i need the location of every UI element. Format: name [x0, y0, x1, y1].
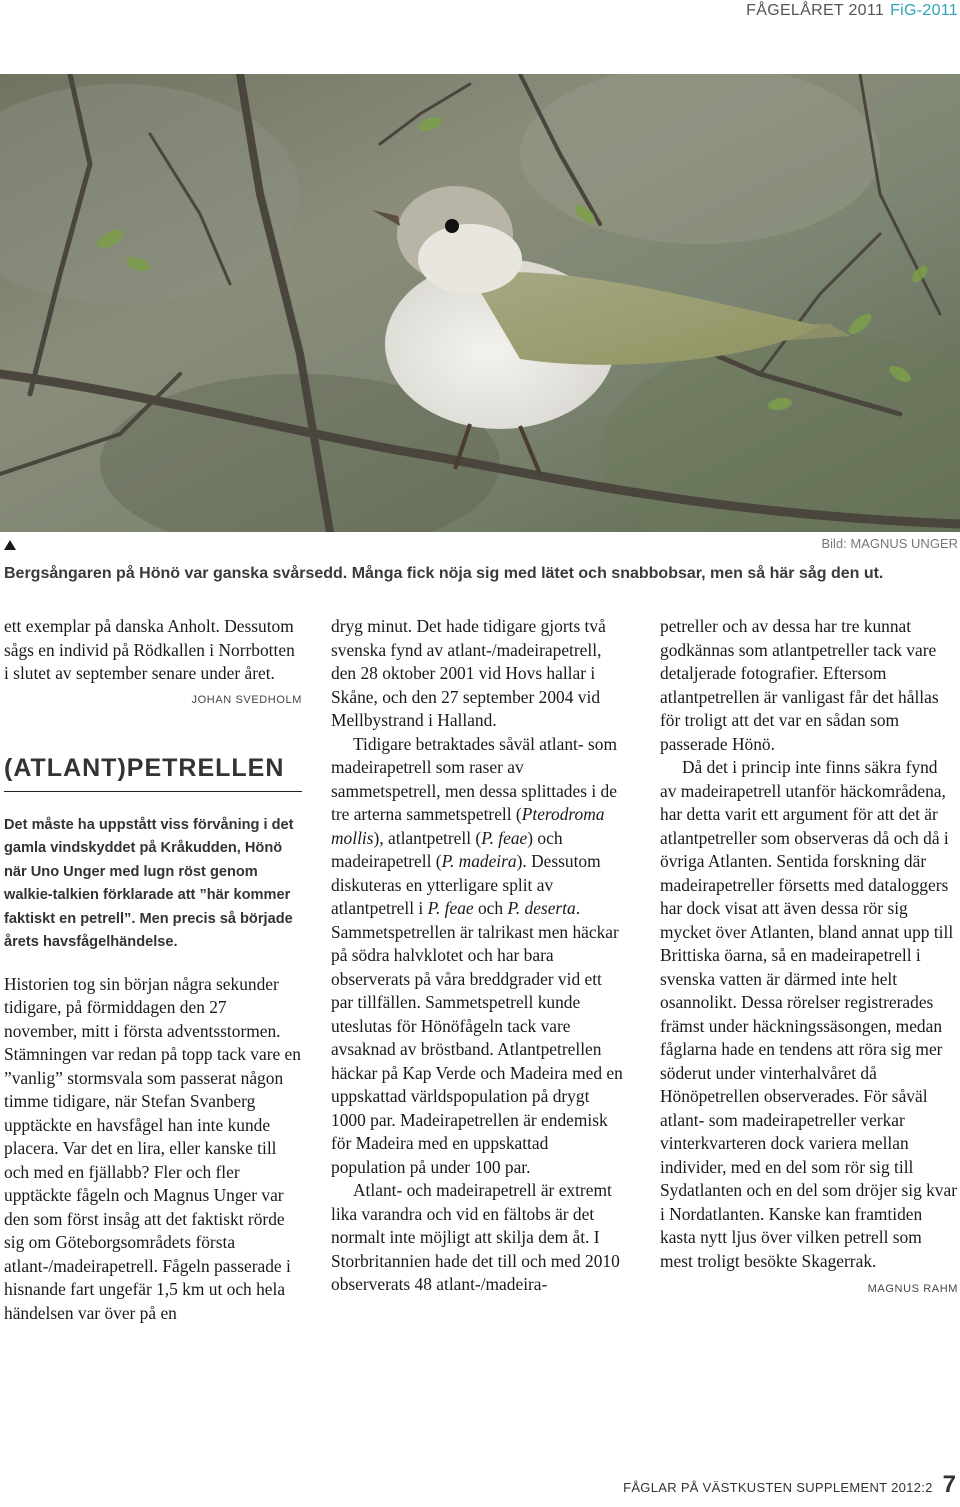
publication-name: FÅGLAR PÅ VÄSTKUSTEN SUPPLEMENT 2012:2 [623, 1480, 933, 1495]
header-year-label: FÅGELÅRET 2011 [746, 2, 885, 19]
page-footer [623, 1471, 956, 1499]
running-header [746, 2, 958, 20]
byline-magnus: MAGNUS RAHM [867, 1283, 958, 1295]
column-1 [4, 615, 302, 1325]
col2-paragraph-2: Tidigare betraktades såväl atlant- som madeirapetrell som raser av sammetspetrell, men dessa splittades i de tre arterna sammetspetrell (Pterodroma mollis), atlantpetrell (P. feae) och madeirapetrell (P. madeira). Dessutom diskuteras en ytterligare split av atlantpetrell i P. feae och P. deserta. Sammetspetrellen är talrikast men häckar på södra halvklotet och har bara observerats på våra breddgrader vid ett par tillfällen. Sammetspetrell kunde uteslutas för Hönöfågeln tack vare avsaknad av bröstband. Atlantpetrellen häckar på Kap Verde och Madeira med en uppskattad världspopulation på drygt 1000 par. Madeirapetrellen är endemisk för Madeira med en uppskattad population på under 100 par. [331, 733, 623, 1177]
intro-paragraph: ett exemplar på danska Anholt. Dessutom sågs en individ på Rödkallen i Norrbotten i slutet av september senare under året. [4, 616, 295, 683]
col2-paragraph-1: dryg minut. Det hade tidigare gjorts två svenska fynd av atlant-/madeirapetrell, den 28 oktober 2001 vid Hovs hallar i Skåne, och den 27 september 2004 vid Mellbystrand i Halland. [331, 616, 606, 730]
page-number: 7 [942, 1471, 956, 1498]
section-title: (ATLANT)PETRELLEN [4, 754, 302, 792]
photo-caption: Bergsångaren på Hönö var ganska svårsedd. Många fick nöja sig med lätet och snabbobsar, men så här såg den ut. [4, 565, 884, 582]
bird-photo [0, 74, 960, 532]
col3-paragraph-1: petreller och av dessa har tre kunnat godkännas som atlantpetreller tack vare detaljerade fotografier. Eftersom atlantpetrellen är vanligast får det hållas för troligt att det var en sådan som passerade Hönö. [660, 616, 939, 754]
column-2 [331, 615, 623, 1297]
body-paragraph: Historien tog sin början några sekunder tidigare, på förmiddagen den 27 november, mitt i första adventsstormen. Stämningen var redan på topp tack vare en ”vanlig” stormsvala som passerat någon timme tidigare, när Stefan Svanberg upptäckte en havsfågel han inte kunde placera. Var det en lira, eller kanske till och med en fjällabb? Fler och fler upptäckte fågeln och Magnus Unger var den som först insåg att det faktiskt rörde sig om Göteborgsområdets första atlant-/madeirapetrell. Fågeln passerade i hisnande fart ungefär 1,5 km ut och hela händelsen var över på en [4, 973, 301, 1323]
byline-johan: JOHAN SVEDHOLM [191, 693, 302, 706]
photo-credit: Bild: MAGNUS UNGER [821, 536, 958, 551]
col2-paragraph-3: Atlant- och madeirapetrell är extremt lika varandra och vid en fältobs är det normalt inte möjligt att skilja dem åt. I Storbritannien hade det till och med 2010 observerats 48 atlant-/madeira- [331, 1180, 620, 1294]
lead-paragraph: Det måste ha uppstått viss förvåning i det gamla vindskyddet på Kråkudden, Hönö när Uno Unger med lugn röst genom walkie-talkien förklarade att ”här kommer faktiskt en petrell”. Men precis så började årets havsfågelhändelse. [4, 816, 294, 950]
column-3 [660, 615, 958, 1295]
header-tag: FiG-2011 [890, 2, 958, 19]
col3-paragraph-2: Då det i princip inte finns säkra fynd av madeirapetrell utanför häckområdena, har detta varit ett argument för att det är atlantpetreller som observeras då och då i övriga Atlanten. Sentida forskning där madeirapetreller försetts med dataloggers har dock visat att även dessa rör sig mycket över Atlanten, bland annat upp till Brittiska öarna, så en madeirapetrell i svenska vatten är därmed inte helt osannolikt. Dessa rörelser registrerades främst under häckningssäsongen, medan fåglarna hade en tendens att röra sig mer söderut under vinterhalvåret då Hönöpetrellen observerades. För såväl atlant- som madeirapetreller verkar vinterkvarteren dock variera mellan individer, med en del som rör sig till Sydatlanten och en del som dröjer sig kvar i Nordatlanten. Kanske kan framtiden kasta nytt ljus över vilken petrell som mest troligt besökte Skagerrak. [660, 757, 958, 1271]
caption-arrow-icon [4, 540, 16, 550]
